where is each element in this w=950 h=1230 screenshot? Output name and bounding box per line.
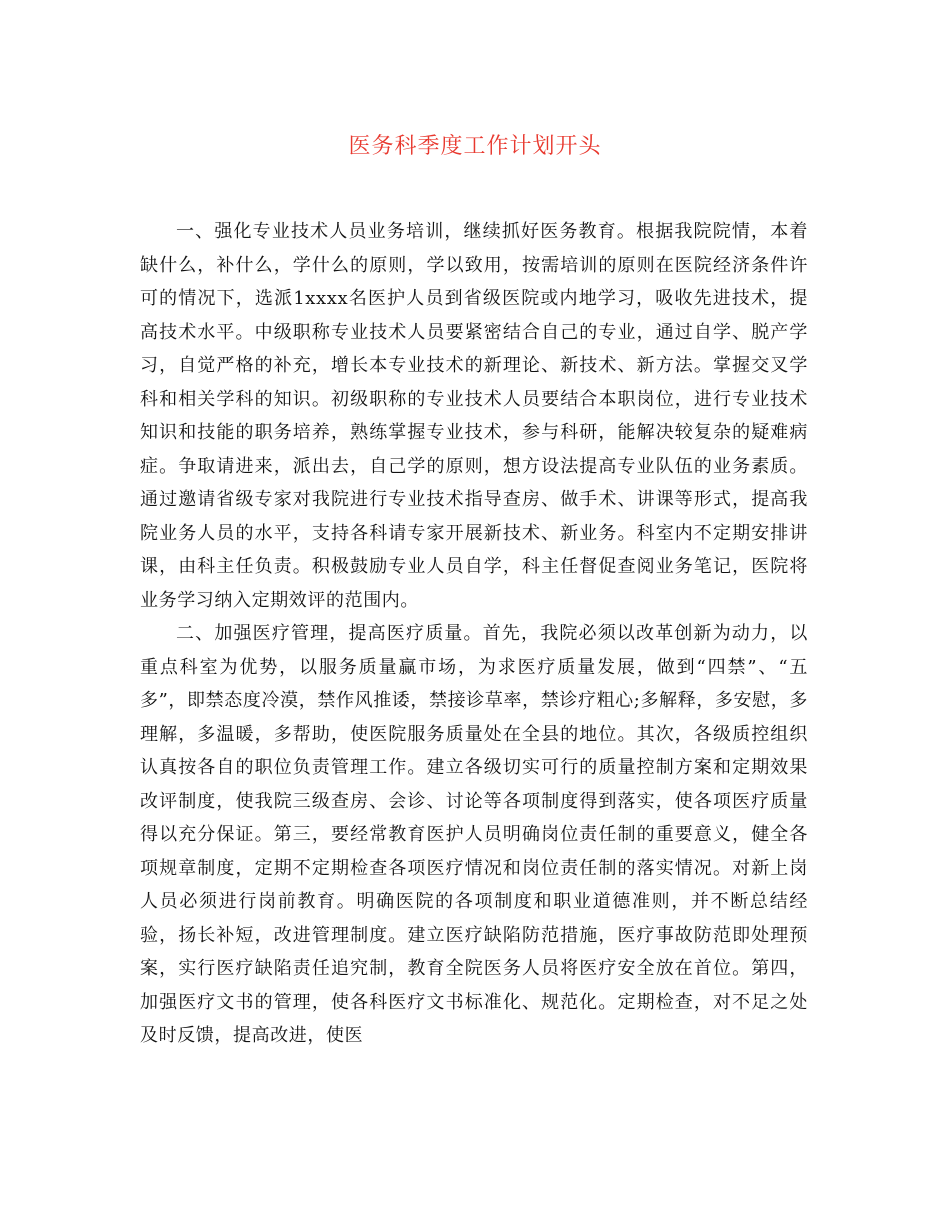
document-title: 医务科季度工作计划开头 [348, 134, 602, 159]
paragraph-training: 一、强化专业技术人员业务培训，继续抓好医务教育。根据我院院情，本着缺什么，补什么，学什么的原则，学以致用，按需培训的原则在医院经济条件许可的情况下，选派1xxxx名医护人员到省级医院或内地学习，吸收先进技术，提高技术水平。中级职称专业技术人员要紧密结合自己的专业，通过自学、脱产学习，自觉严格的补充，增长本专业技术的新理论、新技术、新方法。掌握交叉学科和相关学科的知识。初级职称的专业技术人员要结合本职岗位，进行专业技术知识和技能的职务培养，熟练掌握专业技术，参与科研，能解决较复杂的疑难病症。争取请进来，派出去，自己学的原则，想方设法提高专业队伍的业务素质。通过邀请省级专家对我院进行专业技术指导查房、做手术、讲课等形式，提高我院业务人员的水平，支持各科请专家开展新技术、新业务。科室内不定期安排讲课，由科主任负责。积极鼓励专业人员自学，科主任督促查阅业务笔记，医院将业务学习纳入定期效评的范围内。 [140, 221, 808, 611]
document-body [140, 215, 808, 1053]
paragraph-quality-management: 二、加强医疗管理，提高医疗质量。首先，我院必须以改革创新为动力，以重点科室为优势，以服务质量赢市场，为求医疗质量发展，做到“四禁”、“五多”，即禁态度冷漠，禁作风推诿，禁接诊草率，禁诊疗粗心;多解释，多安慰，多理解，多温暖，多帮助，使医院服务质量处在全县的地位。其次，各级质控组织认真按各自的职位负责管理工作。建立各级切实可行的质量控制方案和定期效果改评制度，使我院三级查房、会诊、讨论等各项制度得到落实，使各项医疗质量得以充分保证。第三，要经常教育医护人员明确岗位责任制的重要意义，健全各项规章制度，定期不定期检查各项医疗情况和岗位责任制的落实情况。对新上岗人员必须进行岗前教育。明确医院的各项制度和职业道德准则，并不断总结经验，扬长补短，改进管理制度。建立医疗缺陷防范措施，医疗事故防范即处理预案，实行医疗缺陷责任追究制，教育全院医务人员将医疗安全放在首位。第四，加强医疗文书的管理，使各科医疗文书标准化、规范化。定期检查，对不足之处及时反馈，提高改进，使医 [140, 623, 808, 1046]
